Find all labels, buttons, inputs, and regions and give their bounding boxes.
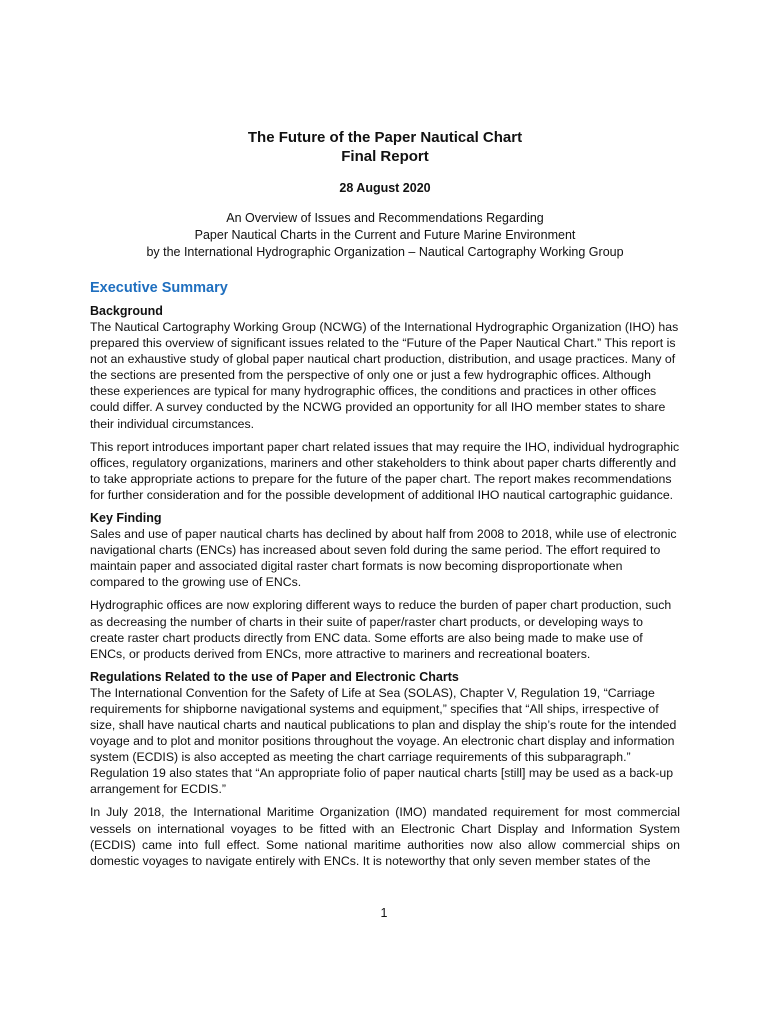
page-number: 1 (380, 906, 388, 920)
subtitle-line-2: Paper Nautical Charts in the Current and Future Marine Environment (194, 228, 576, 242)
key-finding-paragraph-1: Sales and use of paper nautical charts has declined by about half from 2008 to 2018, while use of electronic navigational charts (ENCs) has increased about seven fold during the same period. The effort required to maintain paper and associated digital raster chart formats is now becoming disproportionate when compared to the growing use of ENCs. (90, 527, 677, 590)
background-paragraph-1: The Nautical Cartography Working Group (NCWG) of the International Hydrographic Organization (IHO) has prepared this overview of significant issues related to the “Future of the Paper Nautical Chart.” This report is not an exhaustive study of global paper nautical chart production, distribution, and usage practices. Many of the sections are presented from the perspective of only one or just a few hydrographic offices. Although these experiences are typical for many hydrographic offices, the conditions and practices in other offices could differ. A survey conducted by the NCWG provided an opportunity for all IHO member states to share their individual circumstances. (90, 320, 679, 431)
subtitle-line-3: by the International Hydrographic Organization – Nautical Cartography Working Group (146, 245, 624, 259)
background-paragraph-2: This report introduces important paper chart related issues that may require the IHO, individual hydrographic offices, regulatory organizations, mariners and other stakeholders to think about paper charts differently and to take appropriate actions to prepare for the future of the paper chart. The report makes recommendations for further consideration and for the possible development of additional IHO nautical cartographic guidance. (90, 439, 680, 502)
subtitle-line-1: An Overview of Issues and Recommendations Regarding (226, 211, 544, 225)
title-line-2: Final Report (341, 148, 429, 165)
document-subtitle (90, 210, 680, 261)
title-line-1: The Future of the Paper Nautical Chart (247, 129, 523, 146)
document-title (90, 128, 680, 166)
regulations-paragraph-1: The International Convention for the Safety of Life at Sea (SOLAS), Chapter V, Regulation 19, “Carriage requirements for shipborne navigational systems and equipment,” specifies that “All ships, irrespective of size, shall have nautical charts and nautical publications to plan and display the ship’s route for the intended voyage and to plot and monitor positions throughout the voyage. An electronic chart display and information system (ECDIS) is also accepted as meeting the chart carriage requirements of this subparagraph.” Regulation 19 also states that “An appropriate folio of paper nautical charts [still] may be used as a back-up arrangement for ECDIS.” (90, 685, 677, 797)
background-heading: Background (90, 304, 163, 318)
key-finding-paragraph-2: Hydrographic offices are now exploring different ways to reduce the burden of paper chart production, such as decreasing the number of charts in their suite of paper/raster chart products, or developing ways to create raster chart products directly from ENC data. Some efforts are also being made to make use of ENCs, or products derived from ENCs, more attractive to mariners and recreational boaters. (90, 598, 672, 661)
executive-summary-heading: Executive Summary (90, 280, 228, 296)
regulations-heading: Regulations Related to the use of Paper and Electronic Charts (90, 669, 459, 684)
key-finding-heading: Key Finding (90, 511, 162, 526)
report-date: 28 August 2020 (339, 181, 431, 195)
regulations-paragraph-2: In July 2018, the International Maritime Organization (IMO) mandated requirement for most commercial vessels on international voyages to be fitted with an Electronic Chart Display and Information System (ECDIS) came into full effect. Some national maritime authorities now also allow commercial ships on domestic voyages to navigate entirely with ENCs. It is noteworthy that only seven member states of the (90, 805, 680, 868)
